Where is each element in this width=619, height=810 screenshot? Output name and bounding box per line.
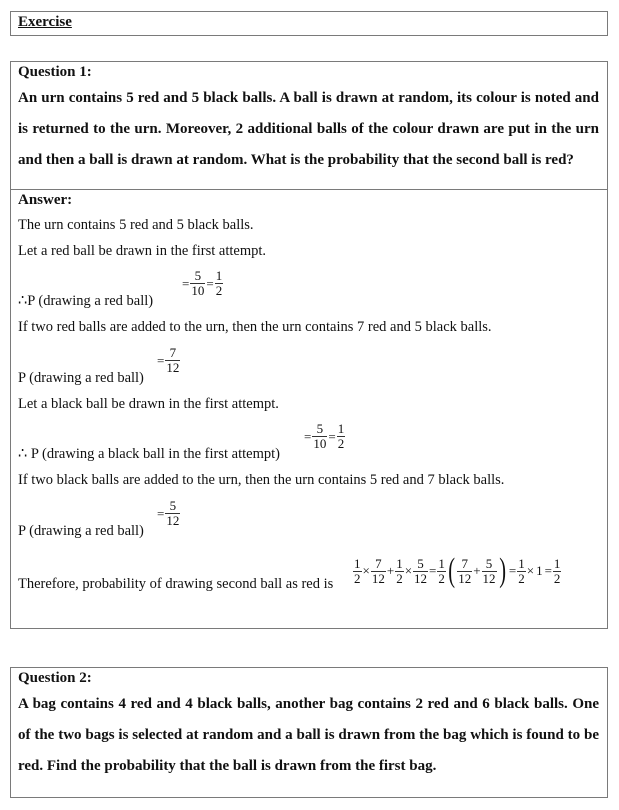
fraction: $\frac{7}{12}$	[166, 345, 180, 375]
question-2-box	[10, 667, 608, 798]
answer-line: Let a red ball be drawn in the first attempt.	[18, 243, 267, 259]
fraction: $\frac{1}{2}$	[396, 555, 403, 586]
equals-sign: =	[157, 352, 165, 368]
question-1-label: Question 1:	[18, 64, 92, 80]
fraction: $\frac{5}{10}$	[313, 421, 327, 451]
equals-sign: =	[508, 563, 517, 578]
question-2-text: A bag contains 4 red and 4 black balls, another bag contains 2 red and 6 black balls. One of the two bags is selected at random and a ball is drawn from the bag which is found to be red. Find the probability that the ball is drawn from the first bag.	[18, 696, 599, 774]
equals-sign: =	[206, 275, 214, 291]
equals-sign: =	[182, 275, 190, 291]
fraction: $\frac{1}{2}$	[518, 555, 525, 586]
times-sign: ×	[526, 563, 535, 578]
number-one: 1	[536, 563, 543, 578]
answer-line: Let a black ball be drawn in the first attempt.	[18, 396, 279, 412]
fraction-expression	[156, 499, 180, 528]
answer-line: The urn contains 5 red and 5 black balls.	[18, 217, 254, 233]
fraction-expression	[156, 346, 180, 375]
answer-1-label: Answer:	[18, 192, 73, 208]
fraction-expression	[181, 269, 223, 298]
equals-sign: =	[157, 505, 165, 521]
answer-line: ∴ P (drawing a black ball in the first attempt)	[18, 446, 280, 462]
equals-sign: =	[328, 428, 336, 444]
answer-line: If two black balls are added to the urn, then the urn contains 5 red and 7 black balls.	[18, 472, 505, 488]
fraction: $\frac{5}{12}$	[482, 555, 496, 586]
fraction: $\frac{1}{2}$	[215, 268, 223, 298]
fraction: $\frac{5}{12}$	[166, 498, 180, 528]
plus-sign: +	[473, 563, 481, 578]
fraction: $\frac{1}{2}$	[337, 421, 345, 451]
final-probability-expression	[353, 554, 561, 588]
equals-sign: =	[429, 563, 437, 578]
equals-sign: =	[544, 563, 552, 578]
left-paren: (	[448, 552, 455, 589]
fraction: $\frac{5}{10}$	[191, 268, 205, 298]
equals-sign: =	[304, 428, 312, 444]
exercise-header-box	[10, 11, 608, 36]
fraction: $\frac{5}{12}$	[414, 555, 428, 586]
times-sign: ×	[362, 563, 370, 578]
question-2-label: Question 2:	[18, 670, 92, 686]
answer-line: If two red balls are added to the urn, then the urn contains 7 red and 5 black balls.	[18, 319, 492, 335]
question-1-text: An urn contains 5 red and 5 black balls. A ball is drawn at random, its colour is noted and is returned to the urn. Moreover, 2 additional balls of the colour drawn are put in the urn and then a ball is drawn at random. What is the probability that the second ball is red?	[18, 90, 599, 168]
fraction: $\frac{1}{2}$	[354, 555, 361, 586]
answer-line: P (drawing a red ball)	[18, 370, 144, 386]
times-sign: ×	[404, 563, 413, 578]
question-answer-divider	[11, 189, 607, 190]
fraction-expression	[303, 422, 345, 451]
fraction: $\frac{7}{12}$	[371, 555, 385, 586]
right-paren: )	[498, 552, 506, 589]
answer-line: Therefore, probability of drawing second ball as red is	[18, 576, 334, 592]
fraction: $\frac{1}{2}$	[553, 555, 561, 586]
answer-line: P (drawing a red ball)	[18, 523, 144, 539]
answer-line: ∴P (drawing a red ball)	[18, 293, 154, 309]
exercise-title: Exercise	[18, 14, 72, 30]
fraction: $\frac{1}{2}$	[438, 555, 445, 586]
fraction: $\frac{7}{12}$	[458, 555, 472, 586]
plus-sign: +	[386, 563, 395, 578]
question-1-box	[10, 61, 608, 629]
